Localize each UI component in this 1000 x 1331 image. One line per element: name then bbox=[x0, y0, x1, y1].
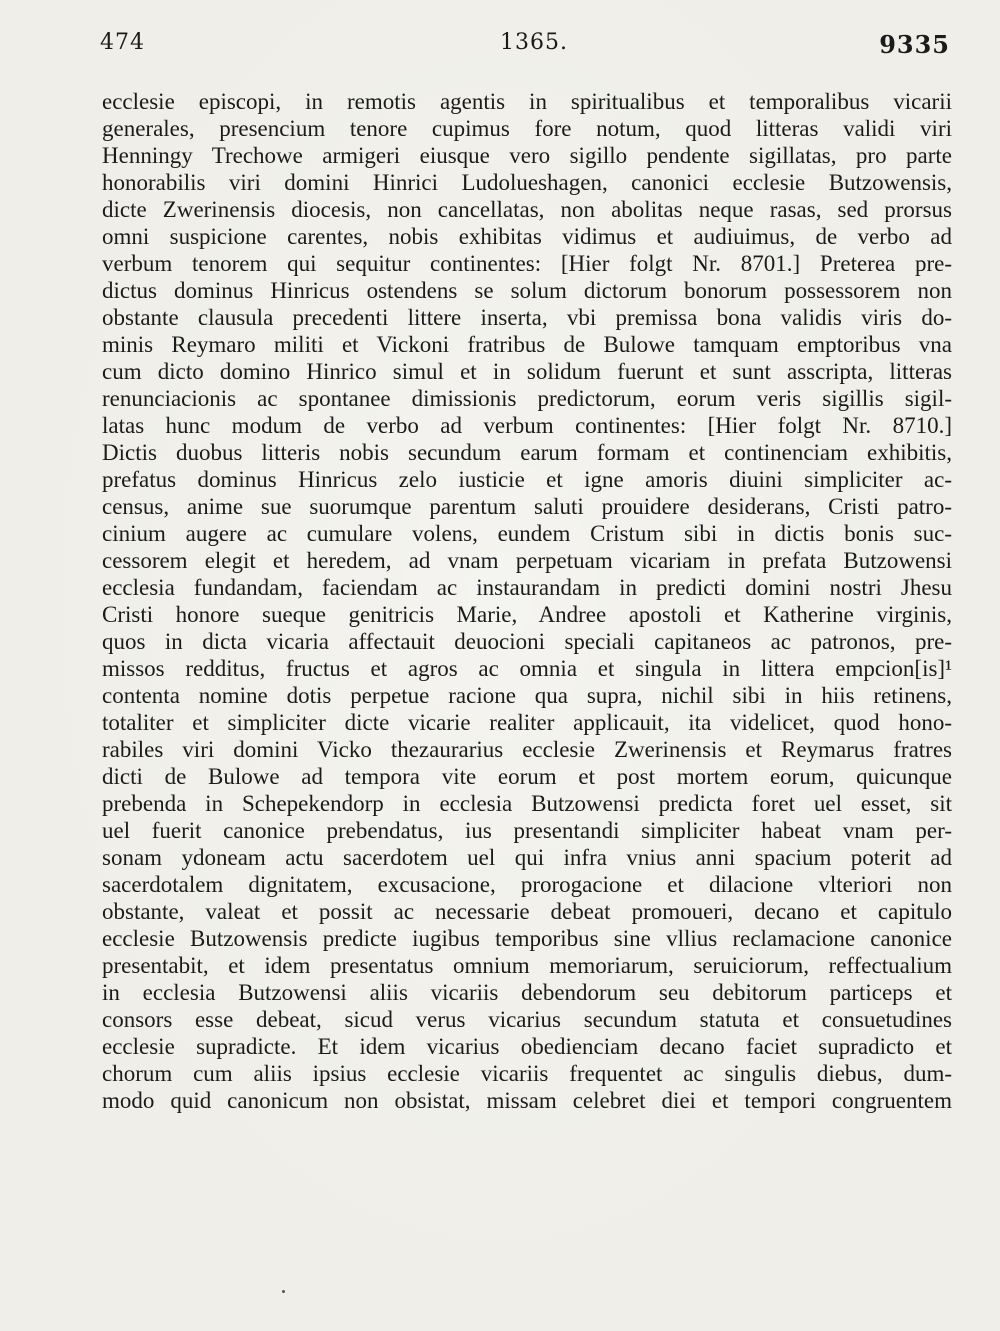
text-line: Henningy Trechowe armigeri eiusque vero sigillo pendente sigillatas, pro parte bbox=[102, 143, 952, 168]
text-line: obstante, valeat et possit ac necessarie debeat promoueri, decano et capitulo bbox=[102, 899, 952, 924]
text-line: honorabilis viri domini Hinrici Ludolueshagen, canonici ecclesie Butzowensis, bbox=[102, 170, 952, 195]
text-line: ecclesie Butzowensis predicte iugibus temporibus sine vllius reclamacione canonice bbox=[102, 926, 952, 951]
text-line: latas hunc modum de verbo ad verbum continentes: [Hier folgt Nr. 8710.] bbox=[102, 413, 952, 438]
text-line: generales, presencium tenore cupimus fore notum, quod litteras validi viri bbox=[102, 116, 952, 141]
text-line: Dictis duobus litteris nobis secundum earum formam et continenciam exhibitis, bbox=[102, 440, 952, 465]
text-line: omni suspicione carentes, nobis exhibitas vidimus et audiuimus, de verbo ad bbox=[102, 224, 952, 249]
text-line: verbum tenorem qui sequitur continentes: [Hier folgt Nr. 8701.] Preterea pre- bbox=[102, 251, 952, 276]
text-line: Cristi honore sueque genitricis Marie, Andree apostoli et Katherine virginis, bbox=[102, 602, 952, 627]
text-line: contenta nomine dotis perpetue racione qua supra, nichil sibi in hiis retinens, bbox=[102, 683, 952, 708]
text-line: in ecclesia Butzowensi aliis vicariis debendorum seu debitorum particeps et bbox=[102, 980, 952, 1005]
paper-speck bbox=[282, 1290, 285, 1293]
text-line: quos in dicta vicaria affectauit deuocioni speciali capitaneos ac patronos, pre- bbox=[102, 629, 952, 654]
document-number: 9335 bbox=[879, 30, 950, 59]
text-line: dicti de Bulowe ad tempora vite eorum et post mortem eorum, quicunque bbox=[102, 764, 952, 789]
page-header bbox=[100, 30, 950, 66]
text-line: cum dicto domino Hinrico simul et in solidum fuerunt et sunt asscripta, litteras bbox=[102, 359, 952, 384]
body-text bbox=[102, 88, 952, 1114]
document-year: 1365. bbox=[500, 30, 568, 55]
text-line: modo quid canonicum non obsistat, missam celebret diei et tempori congruentem bbox=[102, 1088, 952, 1113]
text-line: minis Reymaro militi et Vickoni fratribus de Bulowe tamquam emptoribus vna bbox=[102, 332, 952, 357]
text-line: cinium augere ac cumulare volens, eundem Cristum sibi in dictis bonis suc- bbox=[102, 521, 952, 546]
text-line: totaliter et simpliciter dicte vicarie realiter applicauit, ita videlicet, quod hono- bbox=[102, 710, 952, 735]
text-line: dicte Zwerinensis diocesis, non cancellatas, non abolitas neque rasas, sed prorsus bbox=[102, 197, 952, 222]
text-line: prefatus dominus Hinricus zelo iusticie et igne amoris diuini simpliciter ac- bbox=[102, 467, 952, 492]
text-line: missos redditus, fructus et agros ac omnia et singula in littera empcion[is]¹ bbox=[102, 656, 952, 681]
text-line: cessorem elegit et heredem, ad vnam perpetuam vicariam in prefata Butzowensi bbox=[102, 548, 952, 573]
text-line: ecclesie episcopi, in remotis agentis in spiritualibus et temporalibus vicarii bbox=[102, 89, 952, 114]
text-line: consors esse debeat, sicud verus vicarius secundum statuta et consuetudines bbox=[102, 1007, 952, 1032]
text-line: rabiles viri domini Vicko thezaurarius ecclesie Zwerinensis et Reymarus fratres bbox=[102, 737, 952, 762]
text-line: renunciacionis ac spontanee dimissionis predictorum, eorum veris sigillis sigil- bbox=[102, 386, 952, 411]
text-line: sonam ydoneam actu sacerdotem uel qui infra vnius anni spacium poterit ad bbox=[102, 845, 952, 870]
text-line: dictus dominus Hinricus ostendens se solum dictorum bonorum possessorem non bbox=[102, 278, 952, 303]
page-number: 474 bbox=[100, 30, 145, 55]
text-line: uel fuerit canonice prebendatus, ius presentandi simpliciter habeat vnam per- bbox=[102, 818, 952, 843]
text-line: census, anime sue suorumque parentum saluti prouidere desiderans, Cristi patro- bbox=[102, 494, 952, 519]
text-line: prebenda in Schepekendorp in ecclesia Butzowensi predicta foret uel esset, sit bbox=[102, 791, 952, 816]
text-line: ecclesie supradicte. Et idem vicarius obedienciam decano faciet supradicto et bbox=[102, 1034, 952, 1059]
text-line: chorum cum aliis ipsius ecclesie vicariis frequentet ac singulis diebus, dum- bbox=[102, 1061, 952, 1086]
text-line: obstante clausula precedenti littere inserta, vbi premissa bona validis viris do- bbox=[102, 305, 952, 330]
text-line: presentabit, et idem presentatus omnium memoriarum, seruiciorum, reffectualium bbox=[102, 953, 952, 978]
text-line: ecclesia fundandam, faciendam ac instaurandam in predicti domini nostri Jhesu bbox=[102, 575, 952, 600]
text-line: sacerdotalem dignitatem, excusacione, prorogacione et dilacione vlteriori non bbox=[102, 872, 952, 897]
